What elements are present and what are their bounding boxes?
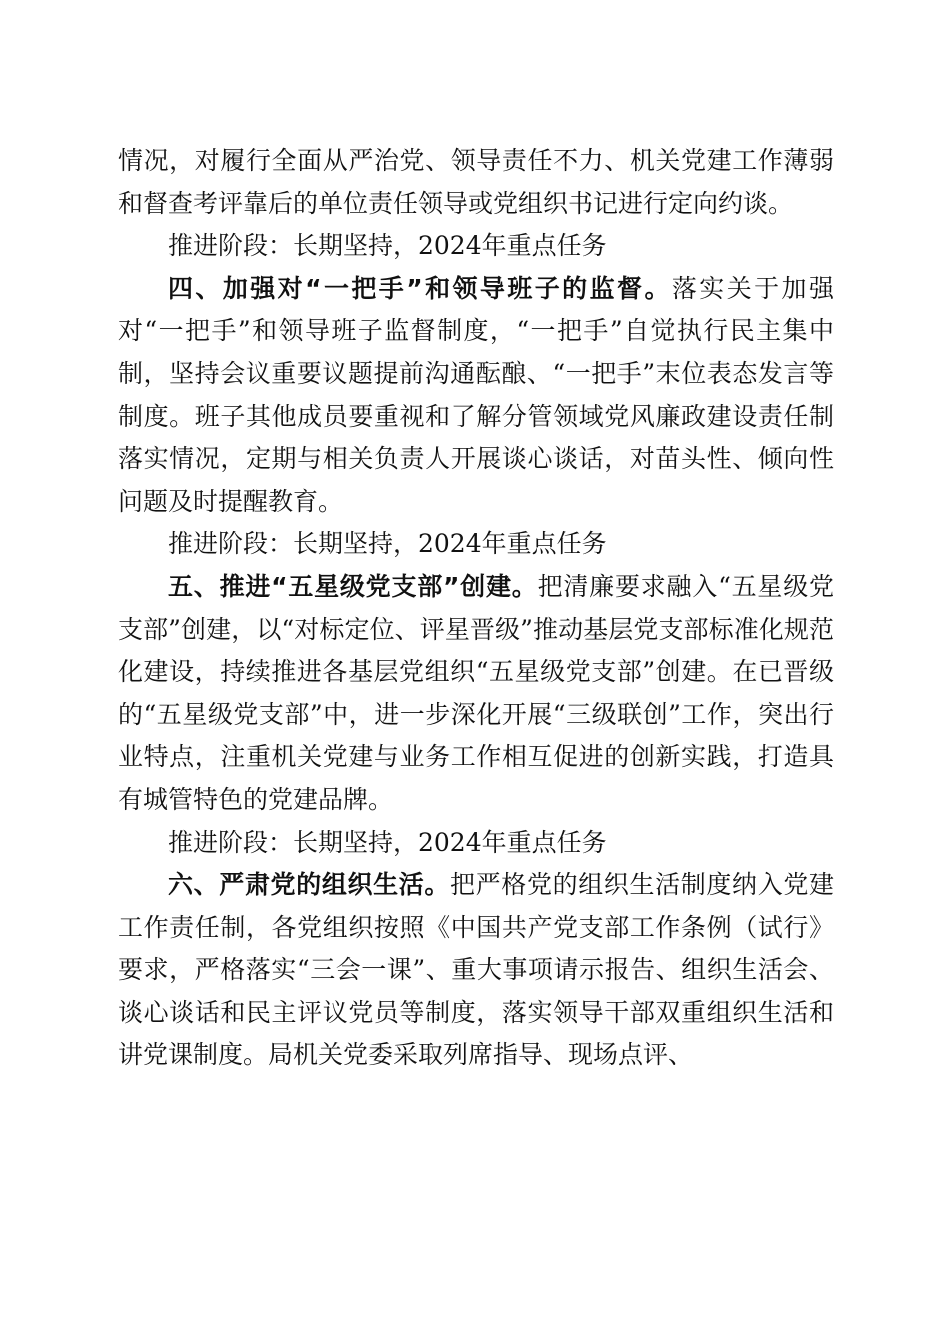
section-six xyxy=(118,864,834,1077)
section-four-body: 落实关于加强对“一把手”和领导班子监督制度，“一把手”自觉执行民主集中制，坚持会议重要议题提前沟通酝酿、“一把手”末位表态发言等制度。班子其他成员要重视和了解分管领域党风廉政建设责任制落实情况，定期与相关负责人开展谈心谈话，对苗头性、倾向性问题及时提醒教育。 xyxy=(118,273,834,516)
section-five-body: 把清廉要求融入“五星级党支部”创建，以“对标定位、评星晋级”推动基层党支部标准化规范化建设，持续推进各基层党组织“五星级党支部”创建。在已晋级的“五星级党支部”中，进一步深化开展“三级联创”工作，突出行业特点，注重机关党建与业务工作相互促进的创新实践，打造具有城管特色的党建品牌。 xyxy=(118,571,834,814)
paragraph-interview xyxy=(118,140,834,225)
stage-line xyxy=(118,822,834,865)
stage-text: 推进阶段：长期坚持，2024年重点任务 xyxy=(168,827,607,857)
section-five-heading: 五、推进“五星级党支部”创建。 xyxy=(168,571,538,601)
stage-line xyxy=(118,523,834,566)
stage-text: 推进阶段：长期坚持，2024年重点任务 xyxy=(168,529,607,559)
section-four xyxy=(118,268,834,524)
document-body xyxy=(118,140,834,1077)
stage-line xyxy=(118,225,834,268)
section-six-heading: 六、严肃党的组织生活。 xyxy=(168,870,451,900)
paragraph-text: 情况，对履行全面从严治党、领导责任不力、机关党建工作薄弱和督查考评靠后的单位责任领导或党组织书记进行定向约谈。 xyxy=(118,146,834,218)
section-six-body: 把严格党的组织生活制度纳入党建工作责任制，各党组织按照《中国共产党支部工作条例（试行》要求，严格落实“三会一课”、重大事项请示报告、组织生活会、谈心谈话和民主评议党员等制度，落实领导干部双重组织生活和讲党课制度。局机关党委采取列席指导、现场点评、 xyxy=(118,870,834,1070)
section-five xyxy=(118,566,834,822)
stage-text: 推进阶段：长期坚持，2024年重点任务 xyxy=(168,231,607,261)
section-four-heading: 四、加强对“一把手”和领导班子的监督。 xyxy=(168,273,672,303)
